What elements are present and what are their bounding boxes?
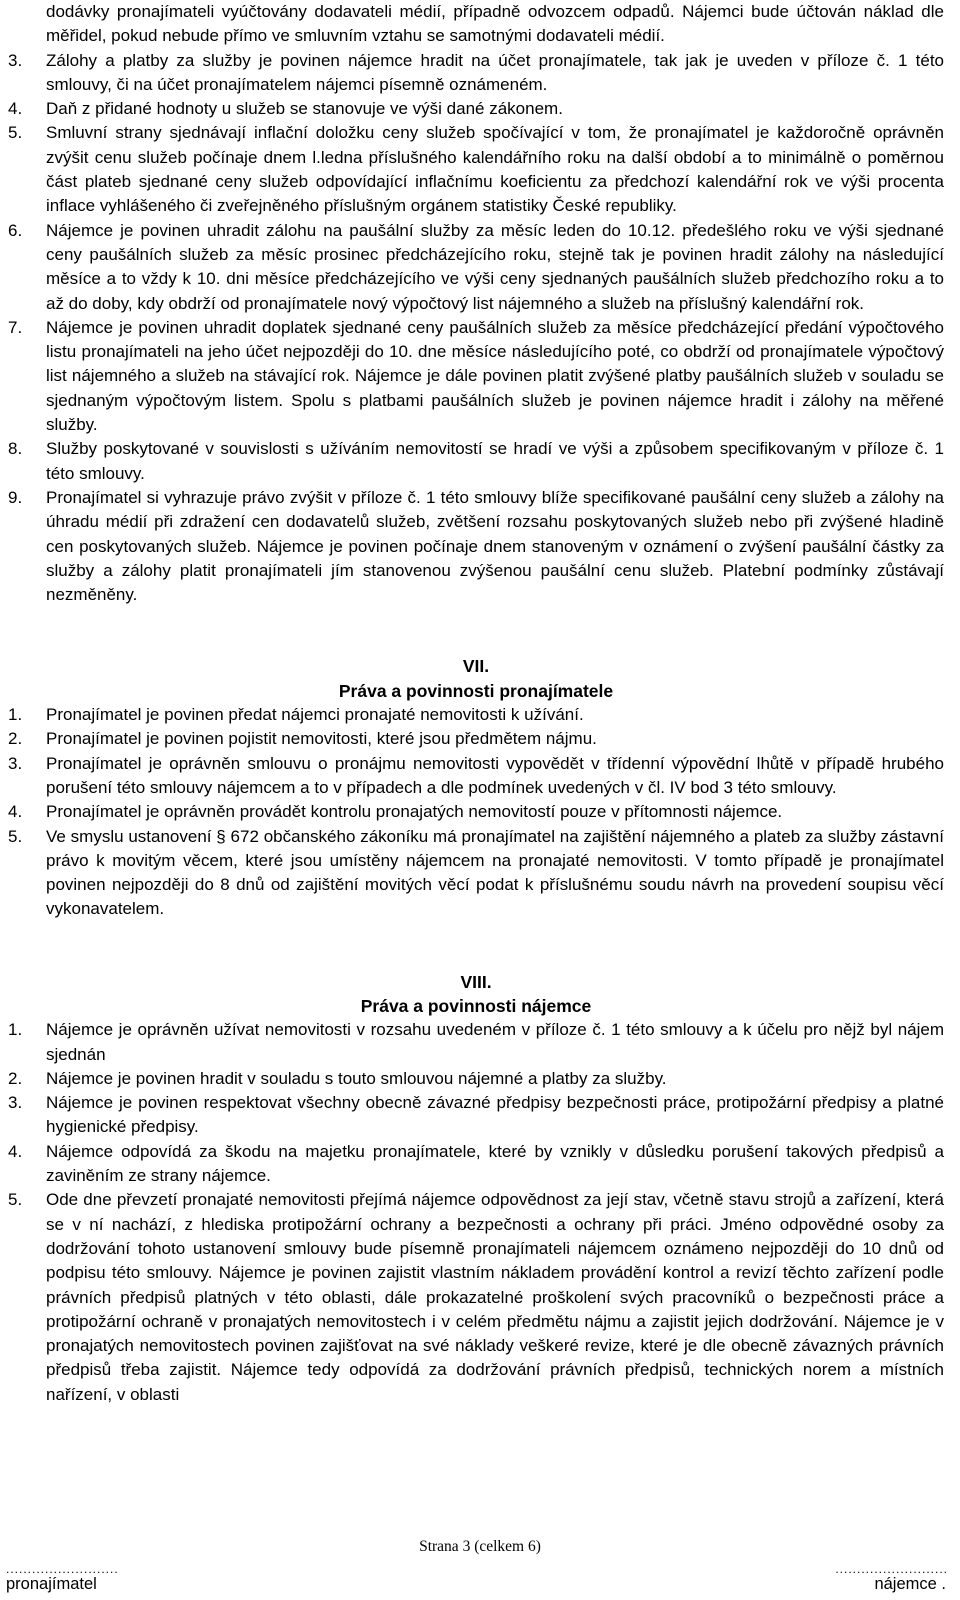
section7-list <box>8 703 944 922</box>
section-heading-vii <box>8 654 944 703</box>
item-text: Nájemce je povinen uhradit zálohu na paušální služby za měsíc leden do 10.12. předešlého roku ve výši sjednané ceny paušálních služeb za měsíc prosinec předcházejícího roku, stejně tak je povinen hradit zálohy na následující měsíce a to vždy k 10. dni měsíce předcházejícího ve výši ceny sjednaných paušálních služeb předchozího roku a to až do doby, kdy obdrží od pronajímatele nový výpočtový list nájemného a služeb na příslušný kalendářní rok. <box>46 220 944 313</box>
list-item <box>8 121 944 218</box>
list-item <box>8 800 944 824</box>
item-text: Zálohy a platby za služby je povinen nájemce hradit na účet pronajímatele, tak jak je uveden v příloze č. 1 této smlouvy, či na účet pronajímatelem nájemci písemně oznámeném. <box>46 50 944 94</box>
item-number: 4. <box>8 99 23 119</box>
list-item <box>8 1188 944 1407</box>
list-item <box>8 752 944 801</box>
item-number: 9. <box>8 487 23 507</box>
item-number: 2. <box>8 729 23 749</box>
section8-list <box>8 1018 944 1407</box>
item-text: Nájemce odpovídá za škodu na majetku pronajímatele, které by vznikly v důsledku porušení takových předpisů a zaviněním ze strany nájemce. <box>46 1141 944 1186</box>
item-text: Služby poskytované v souvislosti s užíváním nemovitostí se hradí ve výši a způsobem specifikovaným v příloze č. 1 této smlouvy. <box>46 439 944 483</box>
item-text: Pronajímatel je povinen předat nájemci pronajaté nemovitosti k užívání. <box>46 705 584 725</box>
list-item <box>8 219 944 316</box>
list-item <box>8 1018 944 1067</box>
item-number: 1. <box>8 1020 23 1040</box>
list-item <box>8 1091 944 1140</box>
document-body <box>8 0 944 1407</box>
item-number: 1. <box>8 705 23 725</box>
item-number: 4. <box>8 802 23 822</box>
item-number: 5. <box>8 826 23 846</box>
item-number: 6. <box>8 220 23 240</box>
list-item <box>8 316 944 437</box>
signature-line-left: .......................... <box>6 1562 119 1576</box>
section6-continuation <box>8 49 944 608</box>
intro-paragraph: dodávky pronajímateli vyúčtovány dodavateli médií, případně odvozcem odpadů. Nájemci bude účtován náklad dle měřidel, pokud nebude přímo ve smluvním vztahu se samotnými dodavateli médií. <box>46 2 944 46</box>
signature-label-landlord: pronajímatel <box>6 1575 97 1593</box>
item-text: Nájemce je povinen respektovat všechny obecně závazné předpisy bezpečnosti práce, protipožární předpisy a platné hygienické předpisy. <box>46 1093 944 1137</box>
item-number: 3. <box>8 753 23 773</box>
list-item <box>8 49 944 98</box>
item-text: Ve smyslu ustanovení § 672 občanského zákoníku má pronajímatel na zajištění nájemného a plateb za služby zástavní právo k movitým věcem, které jsou umístěny nájemcem na pronajaté nemovitosti. V tomto případě je pronajímatel povinen nejpozději do 8 dnů od zajištění movitých věcí podat k příslušnému soudu návrh na provedení soupisu věcí vykonavatelem. <box>46 826 944 919</box>
item-text: Pronajímatel je oprávněn smlouvu o pronájmu nemovitosti vypovědět v třídenní výpovědní lhůtě v případě hrubého porušení této smlouvy nájemcem a to v případech a dle podmínek uvedených v čl. IV bod 3 této smlouvy. <box>46 753 944 797</box>
item-text: Nájemce je povinen uhradit doplatek sjednané ceny paušálních služeb za měsíce předcházející předání výpočtového listu pronajímateli na jeho účet nejpozději do 10. dne měsíce následujícího poté, co obdrží od pronajímatele výpočtový list nájemného a služeb na stávající rok. Nájemce je dále povinen platit zvýšené platby paušálních služeb v souladu se sjednaným výpočtovým listem. Spolu s platbami paušálních služeb je povinen nájemce hradit i zálohy na měřené služby. <box>46 317 944 435</box>
item-text: Nájemce je oprávněn užívat nemovitosti v rozsahu uvedeném v příloze č. 1 této smlouvy a k účelu pro nějž byl nájem sjednán <box>46 1020 944 1064</box>
item-text: Pronajímatel si vyhrazuje právo zvýšit v příloze č. 1 této smlouvy blíže specifikované paušální ceny služeb a zálohy na úhradu médií při zdražení cen dodavatelů služeb, zvětšení rozsahu poskytovaných služeb nebo při zvýšené hladině cen poskytovaných služeb. Nájemce je povinen počínaje dnem stanoveným v oznámení o zvýšení paušální částky za služby a zálohy platit pronajímateli jím stanovenou zvýšenou paušální cenu služeb. Platební podmínky zůstávají nezměněny. <box>46 487 944 605</box>
item-text: Daň z přidané hodnoty u služeb se stanovuje ve výši dané zákonem. <box>46 99 563 119</box>
item-number: 5. <box>8 123 23 143</box>
item-text: Nájemce je povinen hradit v souladu s touto smlouvou nájemné a platby za služby. <box>46 1068 667 1088</box>
item-number: 8. <box>8 439 23 459</box>
item-text: Pronajímatel je povinen pojistit nemovitosti, které jsou předmětem nájmu. <box>46 729 597 749</box>
section-title: Práva a povinnosti nájemce <box>360 995 592 1016</box>
list-item <box>8 97 944 121</box>
list-item <box>8 703 944 727</box>
section-number: VIII. <box>460 971 492 992</box>
list-item <box>8 1067 944 1091</box>
item-text: Smluvní strany sjednávají inflační doložku ceny služeb spočívající v tom, že pronajímatel je každoročně oprávněn zvýšit cenu služeb počínaje dnem l.ledna příslušného kalendářního roku na další období a to minimálně o poměrnou část plateb sjednané ceny služeb odpovídající inflačnímu koeficientu za předchozí kalendářní rok ve výši procenta inflace vyhlášeného či zveřejněného příslušným orgánem statistiky České republiky. <box>46 123 944 216</box>
item-number: 5. <box>8 1190 23 1210</box>
item-number: 2. <box>8 1068 23 1088</box>
page-number: Strana 3 (celkem 6) <box>419 1538 541 1555</box>
section-title: Práva a povinnosti pronajímatele <box>338 680 614 701</box>
list-item <box>8 1140 944 1189</box>
item-number: 3. <box>8 50 23 70</box>
signature-line-right: .......................... <box>835 1562 948 1576</box>
item-text: Pronajímatel je oprávněn provádět kontrolu pronajatých nemovitostí pouze v přítomnosti nájemce. <box>46 802 783 822</box>
item-number: 3. <box>8 1093 23 1113</box>
list-item <box>8 437 944 486</box>
signature-label-tenant: nájemce . <box>874 1575 946 1593</box>
item-text: Ode dne převzetí pronajaté nemovitosti přejímá nájemce odpovědnost za její stav, včetně stavu strojů a zařízení, která se v ní nachází, z hlediska protipožární ochrany a bezpečnosti a ochrany při práci. Jméno odpovědné osoby za dodržování tohoto ustanovení smlouvy bude písemně pronajímateli nájemcem oznámeno nejpozději do 10 dnů od podpisu této smlouvy. Nájemce je povinen zajistit vlastním nákladem provádění kontrol a revizí těchto zařízení podle právních předpisů platných v této oblasti, dále prokazatelné proškolení svých pracovníků o bezpečnosti práce a protipožární ochraně v pronajatých nemovitostech i v celém předmětu nájmu a zajistit jejich dodržování. Nájemce je v pronajatých nemovitostech povinen zajišťovat na své náklady veškeré revize, které je dle obecně závazných právních předpisů třeba zajistit. Nájemce tedy odpovídá za dodržování právních předpisů, technických norem a místních nařízení, v oblasti <box>46 1190 944 1404</box>
item-number: 7. <box>8 317 23 337</box>
list-item <box>8 825 944 922</box>
list-item <box>8 727 944 751</box>
section-number: VII. <box>462 656 490 677</box>
item-number: 4. <box>8 1141 23 1161</box>
section-heading-viii <box>8 970 944 1019</box>
list-item <box>8 486 944 607</box>
